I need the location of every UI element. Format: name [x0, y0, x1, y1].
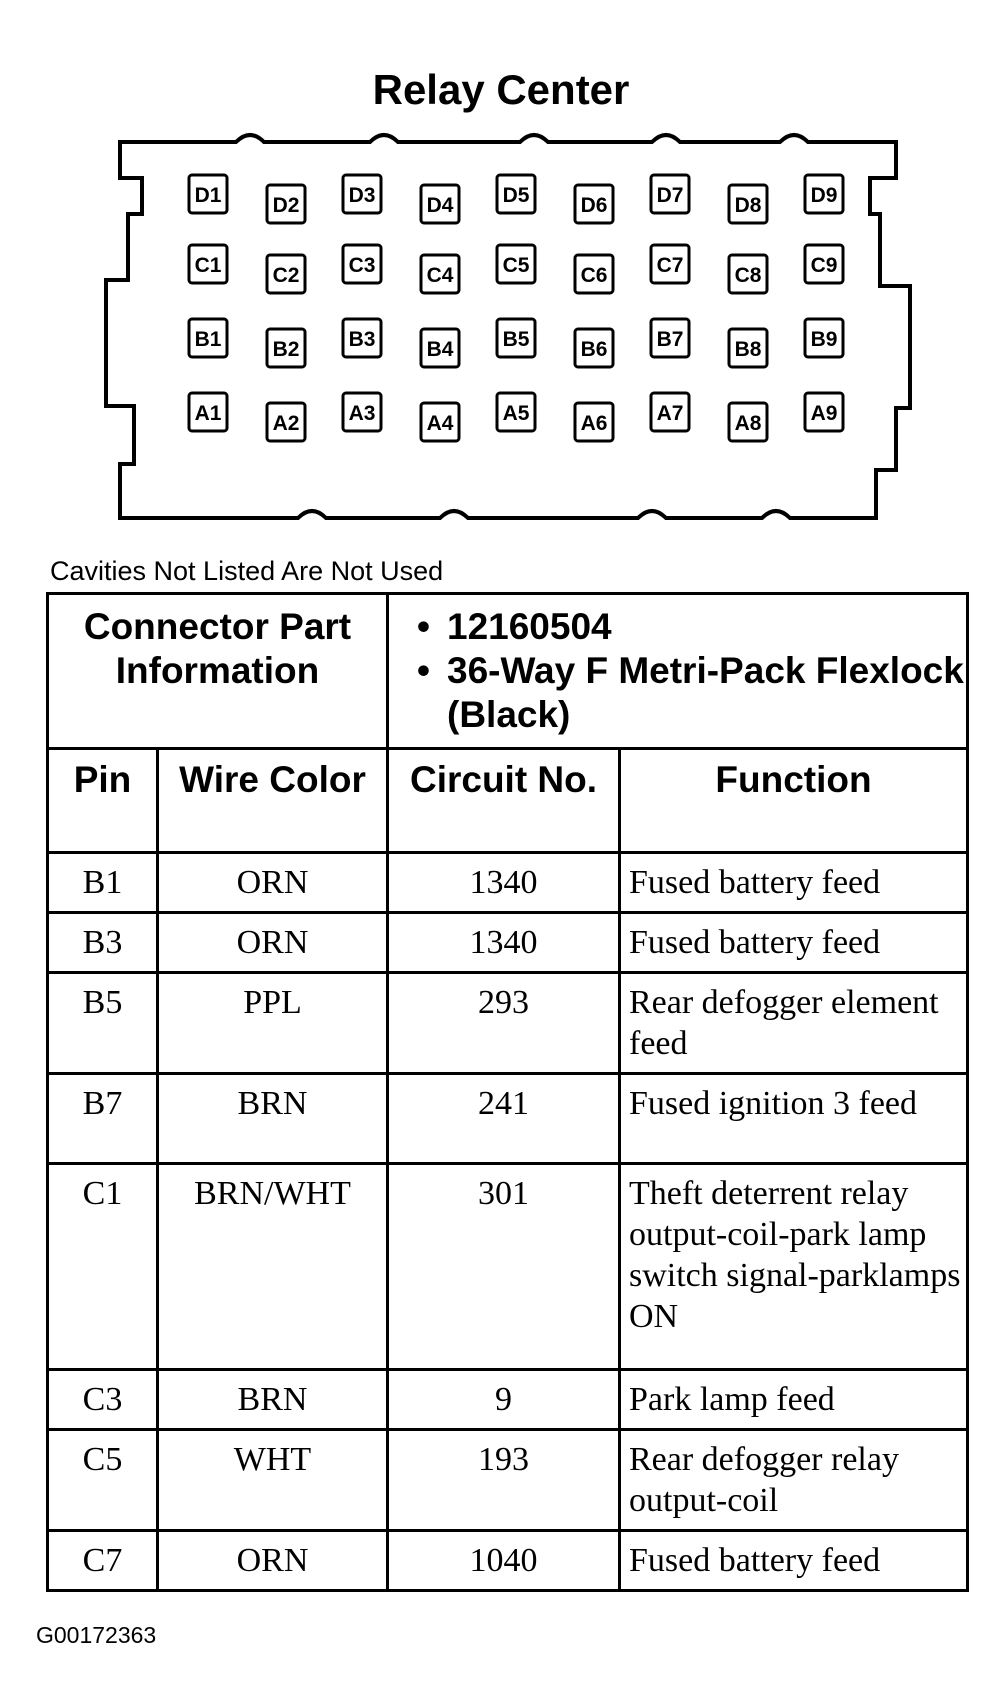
- pin-label: A6: [580, 412, 608, 435]
- pin-label: C2: [272, 264, 300, 287]
- pin-cavity-c4: [421, 255, 459, 293]
- pin-cavity-b3: [343, 319, 381, 357]
- pin-cavity-c5: [497, 245, 535, 283]
- pin-label: D1: [194, 184, 222, 207]
- pin-cavity-a6: [575, 403, 613, 441]
- connector-info-label: Connector Part Information: [48, 594, 388, 749]
- part-number: 12160504: [447, 606, 612, 647]
- pin-cavity-c8: [729, 255, 767, 293]
- pin-label: D7: [656, 184, 684, 207]
- pin-label: B5: [502, 328, 530, 351]
- connector-info-values: • 12160504 • 36-Way F Metri-Pack Flexlock (Black): [388, 594, 968, 749]
- pin-cavity-a5: [497, 393, 535, 431]
- pin-label: A7: [656, 402, 684, 425]
- diagram-title: Relay Center: [372, 66, 630, 113]
- pin-cavity-b2: [267, 329, 305, 367]
- cell-wire-color: WHT: [158, 1430, 388, 1531]
- pin-label: C1: [194, 254, 222, 277]
- pin-label: D2: [272, 194, 300, 217]
- pin-label: C7: [656, 254, 684, 277]
- pin-cavity-a2: [267, 403, 305, 441]
- cell-circuit-no: 1340: [388, 913, 620, 973]
- pin-cavity-b6: [575, 329, 613, 367]
- table-row: [48, 1531, 968, 1591]
- cell-function: Fused ignition 3 feed: [620, 1074, 968, 1164]
- pin-label: C4: [426, 264, 454, 287]
- pin-cavity-d6: [575, 185, 613, 223]
- cell-circuit-no: 1340: [388, 853, 620, 913]
- cell-pin: C1: [48, 1164, 158, 1370]
- cell-function: Park lamp feed: [620, 1370, 968, 1430]
- cell-circuit-no: 301: [388, 1164, 620, 1370]
- table-row: [48, 913, 968, 973]
- pin-label: A8: [734, 412, 762, 435]
- cell-pin: C5: [48, 1430, 158, 1531]
- pin-cavity-a1: [189, 393, 227, 431]
- header-wire-color: Wire Color: [158, 749, 388, 853]
- pin-label: B6: [580, 338, 608, 361]
- connector-description: 36-Way F Metri-Pack Flexlock (Black): [447, 650, 964, 735]
- pin-label: B3: [348, 328, 376, 351]
- pin-cavity-d2: [267, 185, 305, 223]
- cell-wire-color: ORN: [158, 913, 388, 973]
- cell-pin: B3: [48, 913, 158, 973]
- header-circuit-no: Circuit No.: [388, 749, 620, 853]
- pin-label: B9: [810, 328, 838, 351]
- pin-cavity-c1: [189, 245, 227, 283]
- pin-cavity-a7: [651, 393, 689, 431]
- pin-label: C3: [348, 254, 376, 277]
- pin-label: D5: [502, 184, 530, 207]
- pin-label: B1: [194, 328, 222, 351]
- pin-cavity-b4: [421, 329, 459, 367]
- pin-label: B7: [656, 328, 684, 351]
- table-row: [48, 973, 968, 1074]
- table-row: [48, 1074, 968, 1164]
- cell-function: Rear defogger element feed: [620, 973, 968, 1074]
- cell-wire-color: BRN/WHT: [158, 1164, 388, 1370]
- cell-function: Fused battery feed: [620, 853, 968, 913]
- table-row: [48, 853, 968, 913]
- pin-cavity-a8: [729, 403, 767, 441]
- cell-wire-color: ORN: [158, 853, 388, 913]
- pin-label: A5: [502, 402, 530, 425]
- pin-label: C8: [734, 264, 762, 287]
- table-row: [48, 1430, 968, 1531]
- pin-label: C9: [810, 254, 838, 277]
- pin-cavity-b9: [805, 319, 843, 357]
- cell-pin: B1: [48, 853, 158, 913]
- cell-pin: C7: [48, 1531, 158, 1591]
- pin-cavity-c3: [343, 245, 381, 283]
- cell-wire-color: PPL: [158, 973, 388, 1074]
- cell-pin: B7: [48, 1074, 158, 1164]
- cell-circuit-no: 241: [388, 1074, 620, 1164]
- pin-label: B8: [734, 338, 762, 361]
- cell-function: Fused battery feed: [620, 1531, 968, 1591]
- pin-cavity-b7: [651, 319, 689, 357]
- cell-wire-color: BRN: [158, 1370, 388, 1430]
- pin-label: A4: [426, 412, 454, 435]
- pin-label: C6: [580, 264, 608, 287]
- cell-wire-color: ORN: [158, 1531, 388, 1591]
- cell-circuit-no: 293: [388, 973, 620, 1074]
- header-row: [48, 749, 968, 853]
- pin-label: D8: [734, 194, 762, 217]
- pin-cavity-d3: [343, 175, 381, 213]
- pin-cavity-a3: [343, 393, 381, 431]
- cell-circuit-no: 193: [388, 1430, 620, 1531]
- pin-label: D4: [426, 194, 454, 217]
- pin-cavity-d9: [805, 175, 843, 213]
- pin-cavity-b8: [729, 329, 767, 367]
- pin-cavity-d7: [651, 175, 689, 213]
- cell-wire-color: BRN: [158, 1074, 388, 1164]
- header-pin: Pin: [48, 749, 158, 853]
- cavities-note: Cavities Not Listed Are Not Used: [50, 556, 444, 586]
- cell-circuit-no: 1040: [388, 1531, 620, 1591]
- cell-circuit-no: 9: [388, 1370, 620, 1430]
- pin-cavity-d1: [189, 175, 227, 213]
- connector-pinout-table: [46, 592, 969, 1592]
- relay-center-connector: [0, 0, 1002, 540]
- pin-cavity-b5: [497, 319, 535, 357]
- pin-cavity-a4: [421, 403, 459, 441]
- table-row: [48, 1370, 968, 1430]
- connector-info-row: [48, 594, 968, 749]
- pin-cavity-b1: [189, 319, 227, 357]
- pin-label: B4: [426, 338, 454, 361]
- pin-label: C5: [502, 254, 530, 277]
- pin-label: D3: [348, 184, 376, 207]
- pin-cavity-d5: [497, 175, 535, 213]
- pin-label: A3: [348, 402, 376, 425]
- table-row: [48, 1164, 968, 1370]
- pin-cavity-a9: [805, 393, 843, 431]
- pin-label: D6: [580, 194, 608, 217]
- pin-label: A9: [810, 402, 838, 425]
- pin-cavity-c2: [267, 255, 305, 293]
- cell-function: Rear defogger relay output-coil: [620, 1430, 968, 1531]
- pin-label: D9: [810, 184, 838, 207]
- cell-pin: C3: [48, 1370, 158, 1430]
- pin-cavity-d4: [421, 185, 459, 223]
- pin-cavity-c6: [575, 255, 613, 293]
- header-function: Function: [620, 749, 968, 853]
- cell-function: Theft deterrent relay output-coil-park lamp switch signal-parklamps ON: [620, 1164, 968, 1370]
- pin-cavity-c7: [651, 245, 689, 283]
- pin-cavity-d8: [729, 185, 767, 223]
- pin-label: A1: [194, 402, 222, 425]
- figure-id: G00172363: [36, 1622, 157, 1648]
- pin-label: A2: [272, 412, 300, 435]
- pin-label: B2: [272, 338, 300, 361]
- pin-cavity-c9: [805, 245, 843, 283]
- cell-pin: B5: [48, 973, 158, 1074]
- cell-function: Fused battery feed: [620, 913, 968, 973]
